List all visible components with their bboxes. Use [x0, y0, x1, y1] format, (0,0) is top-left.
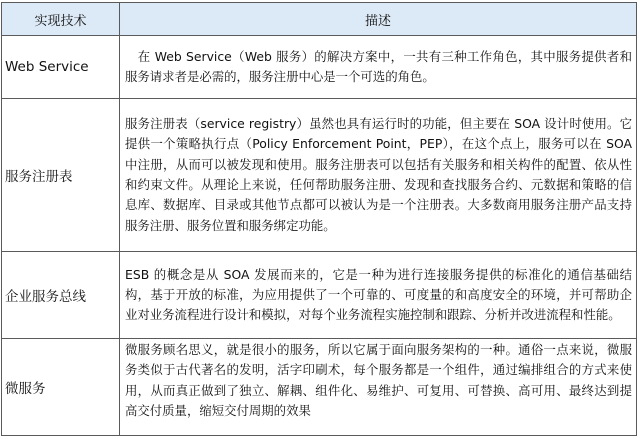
tech-cell: 企业服务总线 — [2, 252, 120, 339]
header-tech: 实现技术 — [2, 3, 120, 36]
tech-cell: Web Service — [2, 36, 120, 99]
table-header-row — [2, 3, 637, 36]
header-desc: 描述 — [120, 3, 637, 36]
table-row — [2, 252, 637, 339]
table-row — [2, 36, 637, 99]
tech-cell: 服务注册表 — [2, 99, 120, 252]
desc-cell: 服务注册表（service registry）虽然也具有运行时的功能，但主要在 SOA 设计时使用。它提供一个策略执行点（Policy Enforcement Point，PEP），在这个点上，服务可以在 SOA 中注册，从而可以被发现和使用。服务注册表可以包括有关服务和相关构件的配置、依从性和约束文件。从理论上来说，任何帮助服务注册、发现和查找服务合约、元数据和策略的信息库、数据库、目录或其他节点都可以被认为是一个注册表。大多数商用服务注册产品支持服务注册、服务位置和服务绑定功能。 — [120, 99, 637, 252]
desc-cell: 微服务顾名思义，就是很小的服务，所以它属于面向服务架构的一种。通俗一点来说，微服务类似于古代著名的发明，活字印刷术，每个服务都是一个组件，通过编排组合的方式来使用，从而真正做到了独立、解耦、组件化、易维护、可复用、可替换、高可用、最终达到提高交付质量，缩短交付周期的效果 — [120, 339, 637, 436]
technology-table — [1, 2, 637, 436]
tech-cell: 微服务 — [2, 339, 120, 436]
desc-cell: ESB 的概念是从 SOA 发展而来的，它是一种为进行连接服务提供的标准化的通信基础结构，基于开放的标准，为应用提供了一个可靠的、可度量的和高度安全的环境，并可帮助企业对业务流程进行设计和模拟，对每个业务流程实施控制和跟踪、分析并改进流程和性能。 — [120, 252, 637, 339]
table-row — [2, 99, 637, 252]
table-row — [2, 339, 637, 436]
desc-cell: 在 Web Service（Web 服务）的解决方案中，一共有三种工作角色，其中服务提供者和服务请求者是必需的，服务注册中心是一个可选的角色。 — [120, 36, 637, 99]
